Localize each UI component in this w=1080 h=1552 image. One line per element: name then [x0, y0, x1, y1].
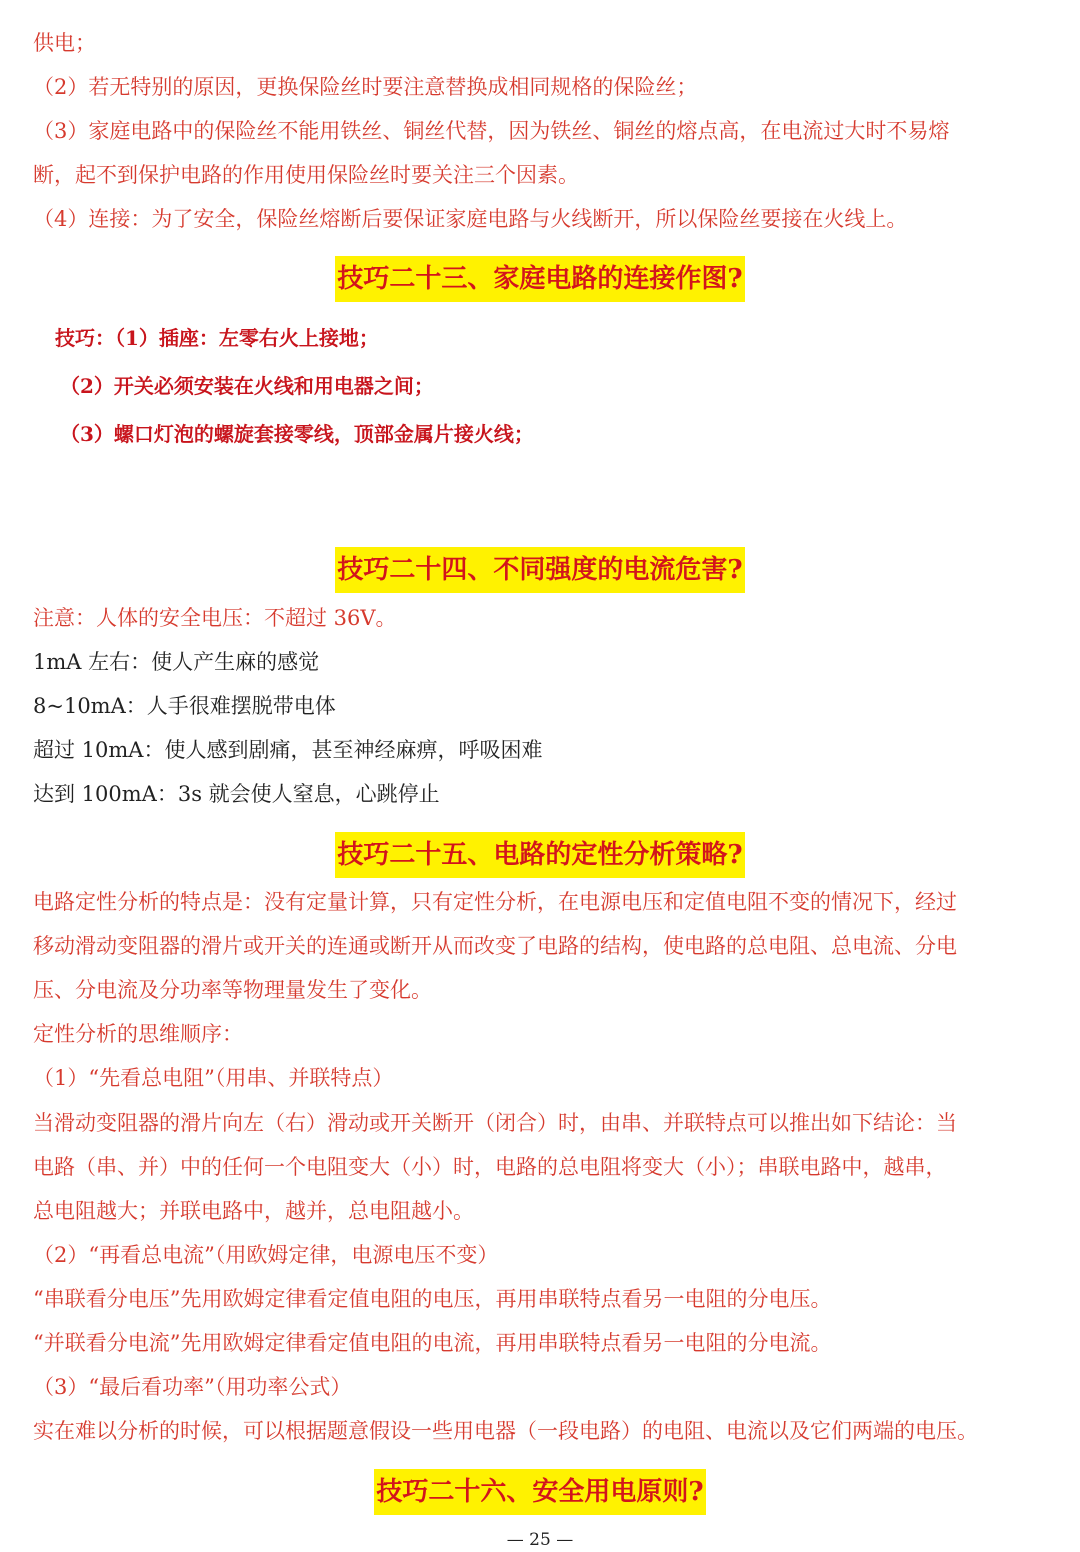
section-heading-24: 技巧二十四、不同强度的电流危害?	[0, 547, 1080, 593]
page-number: — 25 —	[506, 1530, 574, 1550]
list-item: 超过 10mA：使人感到剧痛，甚至神经麻痹，呼吸困难	[33, 738, 543, 762]
tip-line: （3）螺口灯泡的螺旋套接零线，顶部金属片接火线；	[60, 422, 534, 446]
paragraph-line: 电路定性分析的特点是：没有定量计算，只有定性分析，在电源电压和定值电阻不变的情况下，经过	[33, 890, 957, 914]
paragraph-line: 当滑动变阻器的滑片向左（右）滑动或开关断开（闭合）时，由串、并联特点可以推出如下结论：当	[33, 1111, 957, 1135]
section-heading-26: 技巧二十六、安全用电原则?	[0, 1469, 1080, 1515]
section-heading-23: 技巧二十三、家庭电路的连接作图?	[0, 256, 1080, 302]
paragraph-line: “并联看分电流”先用欧姆定律看定值电阻的电流，再用串联特点看另一电阻的分电流。	[33, 1331, 832, 1355]
paragraph-line: （2）“再看总电流”（用欧姆定律，电源电压不变）	[33, 1243, 499, 1267]
list-item: 达到 100mA：3s 就会使人窒息，心跳停止	[33, 782, 440, 806]
intro-line: 断，起不到保护电路的作用使用保险丝时要关注三个因素。	[33, 163, 579, 187]
tip-line: 技巧：（1）插座：左零右火上接地；	[55, 326, 379, 350]
list-item: 8~10mA：人手很难摆脱带电体	[33, 694, 336, 718]
paragraph-line: “串联看分电压”先用欧姆定律看定值电阻的电压，再用串联特点看另一电阻的分电压。	[33, 1287, 832, 1311]
paragraph-line: 移动滑动变阻器的滑片或开关的连通或断开从而改变了电路的结构，使电路的总电阻、总电流、分电	[33, 934, 957, 958]
paragraph-line: 压、分电流及分功率等物理量发生了变化。	[33, 978, 432, 1002]
paragraph-line: 电路（串、并）中的任何一个电阻变大（小）时，电路的总电阻将变大（小）；串联电路中，越串，	[33, 1155, 947, 1179]
paragraph-line: 定性分析的思维顺序：	[33, 1022, 243, 1046]
list-item: 1mA 左右：使人产生麻的感觉	[33, 650, 320, 674]
paragraph-line: （1）“先看总电阻”（用串、并联特点）	[33, 1066, 394, 1090]
paragraph-line: 总电阻越大；并联电路中，越并，总电阻越小。	[33, 1199, 474, 1223]
paragraph-line: 实在难以分析的时候，可以根据题意假设一些用电器（一段电路）的电阻、电流以及它们两端的电压。	[33, 1419, 978, 1443]
note-line: 注意：人体的安全电压：不超过 36V。	[33, 606, 397, 630]
intro-line: （4）连接：为了安全，保险丝熔断后要保证家庭电路与火线断开，所以保险丝要接在火线上。	[33, 207, 908, 231]
section-heading-25: 技巧二十五、电路的定性分析策略?	[0, 832, 1080, 878]
intro-line: （3）家庭电路中的保险丝不能用铁丝、铜丝代替，因为铁丝、铜丝的熔点高，在电流过大时不易熔	[33, 119, 950, 143]
intro-line: （2）若无特别的原因，更换保险丝时要注意替换成相同规格的保险丝；	[33, 75, 698, 99]
tip-line: （2）开关必须安装在火线和用电器之间；	[60, 374, 434, 398]
paragraph-line: （3）“最后看功率”（用功率公式）	[33, 1375, 352, 1399]
intro-line: 供电；	[33, 31, 96, 55]
